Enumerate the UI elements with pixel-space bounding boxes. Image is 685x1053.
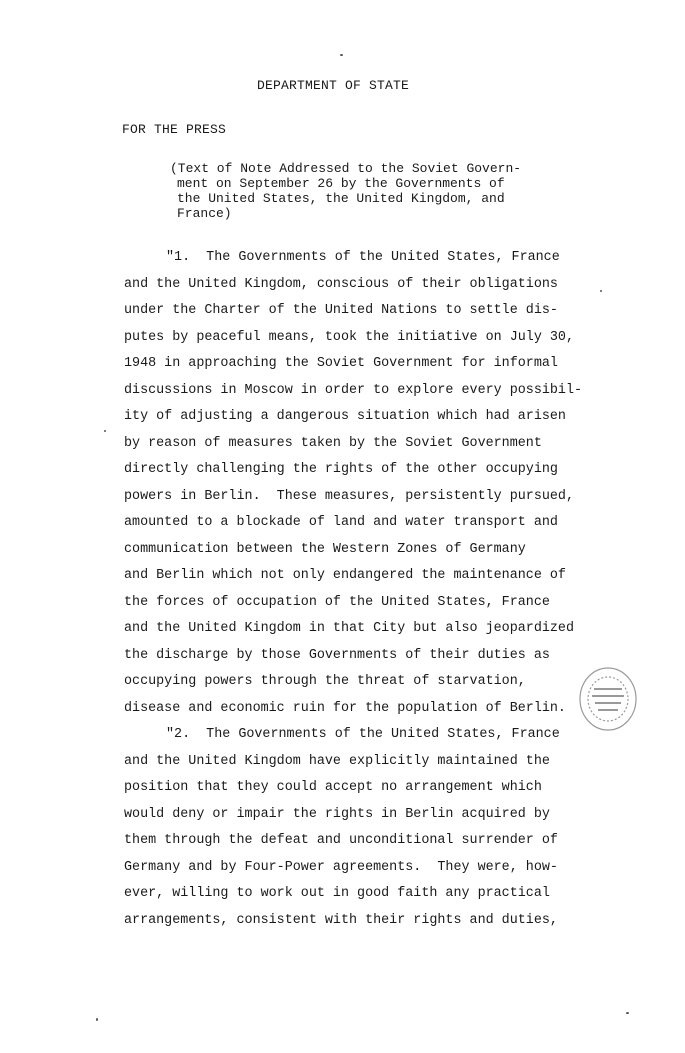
- body-line: occupying powers through the threat of starvation,: [124, 674, 526, 689]
- paper-speck: [96, 1018, 98, 1021]
- note-body: [124, 245, 594, 934]
- paper-speck: [600, 290, 602, 292]
- archive-stamp-icon: [576, 664, 640, 734]
- body-line: under the Charter of the United Nations to settle dis-: [124, 303, 558, 318]
- body-line: disease and economic ruin for the population of Berlin.: [124, 700, 566, 716]
- department-heading: DEPARTMENT OF STATE: [257, 78, 410, 93]
- body-line: directly challenging the rights of the other occupying: [124, 462, 558, 477]
- body-line: and the United Kingdom, conscious of their obligations: [124, 276, 558, 292]
- body-line: them through the defeat and unconditional surrender of: [124, 833, 558, 848]
- paper-speck: [626, 1012, 629, 1014]
- intro-line: France): [177, 206, 232, 221]
- body-line: by reason of measures taken by the Soviet Government: [124, 435, 542, 451]
- body-line: and the United Kingdom in that City but also jeopardized: [124, 621, 574, 636]
- body-line: 1948 in approaching the Soviet Government for informal: [124, 356, 558, 371]
- intro-line: the United States, the United Kingdom, and: [177, 191, 505, 206]
- paragraph-first-line: "1. The Governments of the United States, France: [166, 250, 560, 265]
- body-line: position that they could accept no arrangement which: [124, 780, 542, 795]
- body-line: the forces of occupation of the United States, France: [124, 594, 550, 610]
- body-line: communication between the Western Zones of Germany: [124, 541, 526, 557]
- paper-speck: [340, 54, 343, 56]
- intro-note: [170, 161, 570, 221]
- body-line: powers in Berlin. These measures, persistently pursued,: [124, 488, 574, 504]
- body-line: ever, willing to work out in good faith any practical: [124, 886, 550, 901]
- body-line: and the United Kingdom have explicitly maintained the: [124, 753, 550, 769]
- paper-speck: [104, 430, 106, 432]
- intro-line: ment on September 26 by the Governments of: [177, 176, 505, 191]
- body-line: would deny or impair the rights in Berlin acquired by: [124, 806, 550, 822]
- body-line: and Berlin which not only endangered the maintenance of: [124, 568, 566, 583]
- body-line: ity of adjusting a dangerous situation which had arisen: [124, 409, 566, 424]
- paragraph-first-line: "2. The Governments of the United States, France: [166, 727, 560, 742]
- body-line: amounted to a blockade of land and water transport and: [124, 515, 558, 530]
- for-the-press-label: FOR THE PRESS: [122, 122, 227, 137]
- body-line: the discharge by those Governments of their duties as: [124, 647, 550, 663]
- intro-line: (Text of Note Addressed to the Soviet Govern-: [170, 161, 522, 176]
- body-line: arrangements, consistent with their rights and duties,: [124, 912, 558, 928]
- body-line: Germany and by Four-Power agreements. They were, how-: [124, 859, 558, 875]
- body-line: putes by peaceful means, took the initiative on July 30,: [124, 329, 574, 345]
- body-line: discussions in Moscow in order to explore every possibil-: [124, 382, 583, 398]
